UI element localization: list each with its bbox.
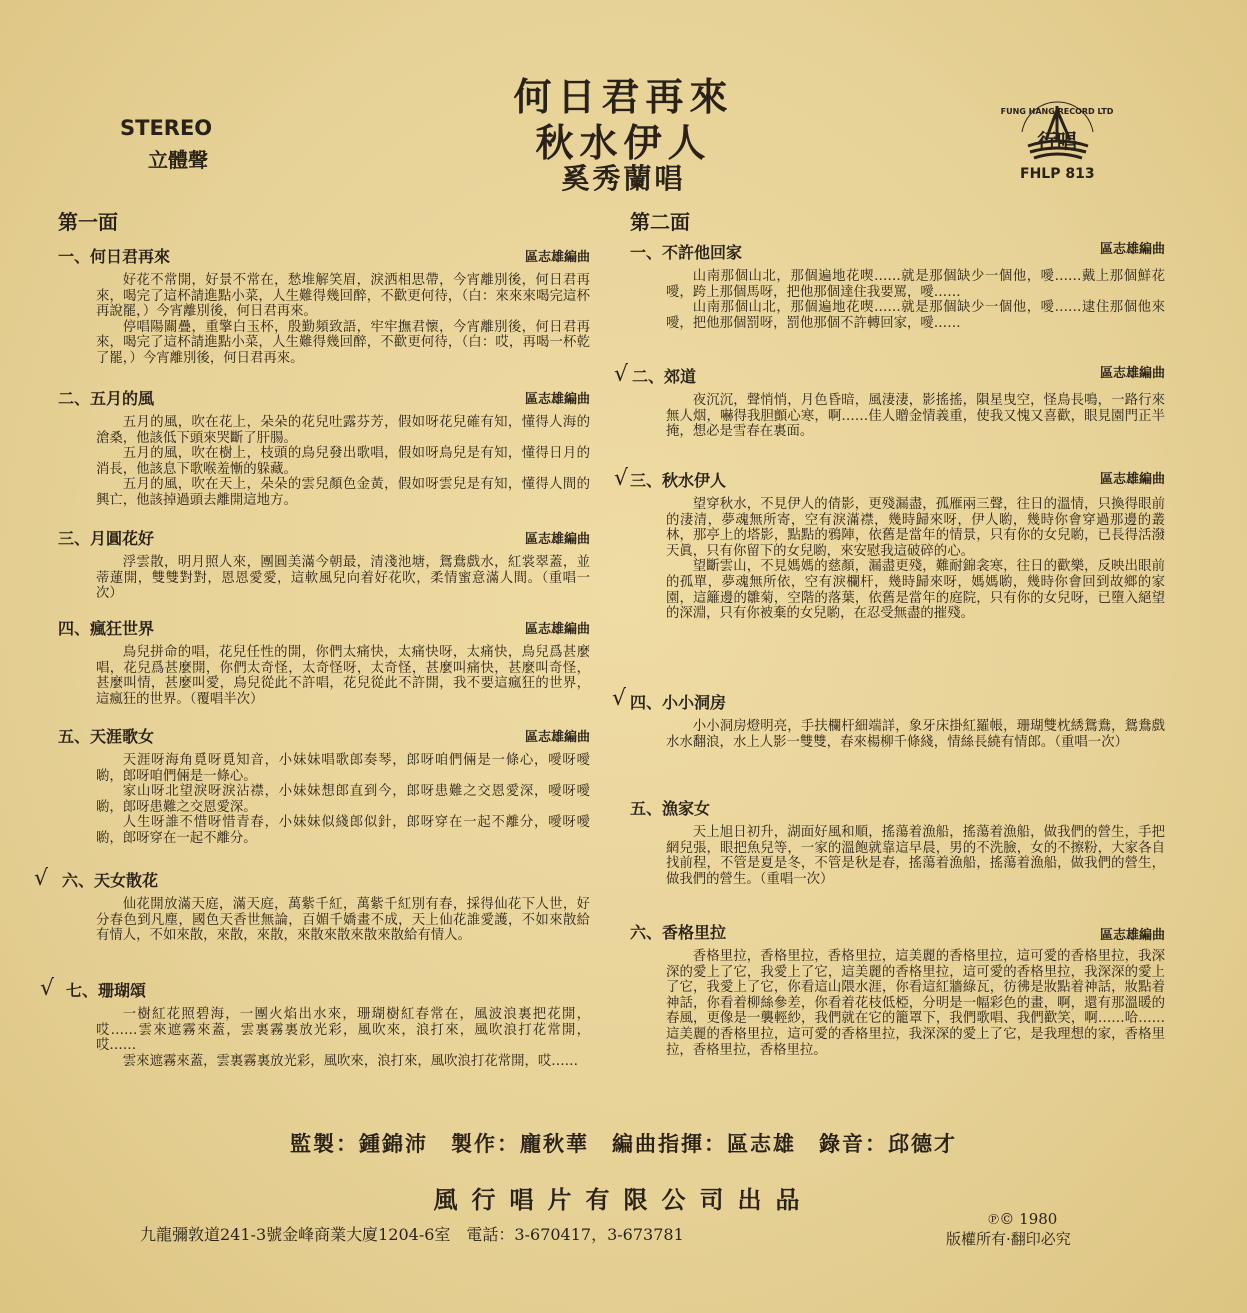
production-credits: 監製：鍾錦沛 製作：龐秋華 編曲指揮：區志雄 錄音：邱德才 <box>290 1132 957 1156</box>
song-block <box>58 386 590 509</box>
lyrics-paragraph: 家山呀北望淚呀淚沾襟，小妹妹想郎直到今，郎呀患難之交恩愛深，噯呀噯喲，郎呀患難之交恩愛深。 <box>96 784 590 815</box>
lyrics-paragraph: 五月的風，吹在花上，朵朵的花兒吐露芬芳，假如呀花兒確有知，懂得人海的滄桑，他該低下頭來哭斷了肝腸。 <box>96 415 590 446</box>
album-title-2: 秋水伊人 <box>535 121 712 165</box>
song-title: 五、漁家女 <box>630 799 711 818</box>
song-title: 二、五月的風 <box>58 389 155 408</box>
song-title: 一、不許他回家 <box>630 243 743 262</box>
song-block <box>630 240 1165 331</box>
lyrics-paragraph: 鳥兒拼命的唱，花兒任性的開，你們太痛快，太痛快呀，太痛快，鳥兒爲甚麼唱，花兒爲甚麼開，你們太奇怪，太奇怪呀，太奇怪，甚麼叫痛快，甚麼叫奇怪，甚麼叫情，甚麼叫愛，鳥兒從此不許唱，花兒從此不許開，我不要這瘋狂的世界，這瘋狂的世界。（覆唱半次） <box>96 645 590 707</box>
record-label-logo <box>1000 92 1114 172</box>
arranger-credit: 區志雄編曲 <box>1099 472 1165 487</box>
stereo-label: STEREO <box>120 116 213 140</box>
song-block <box>630 920 1165 1058</box>
album-title-1: 何日君再來 <box>513 75 734 119</box>
catalog-number: FHLP 813 <box>1020 166 1095 182</box>
rights-notice: 版權所有·翻印必究 <box>946 1230 1071 1248</box>
arranger-credit: 區志雄編曲 <box>524 250 590 265</box>
lyrics-paragraph: 山南那個山北，那個遍地花喫……就是那個缺少一個他，噯……逮住那個他來噯，把他那個罰呀，罰他那個不許轉回家，噯…… <box>666 300 1165 331</box>
song-title: 三、秋水伊人 <box>630 471 727 490</box>
arranger-credit: 區志雄編曲 <box>524 392 590 407</box>
lyrics-paragraph: 人生呀誰不惜呀惜青春，小妹妹似綫郎似針，郎呀穿在一起不離分，噯呀噯喲，郎呀穿在一起不離分。 <box>96 815 590 846</box>
song-block <box>58 526 590 602</box>
lyrics-paragraph: 一樹紅花照碧海，一團火焰出水來，珊瑚樹紅春常在，風波浪裏把花開，哎……雲來遮霧來蓋，雲裏霧裏放光彩，風吹來，浪打來，風吹浪打花常開，哎…… <box>96 1007 590 1054</box>
arranger-credit: 區志雄編曲 <box>524 532 590 547</box>
song-title: 七、珊瑚頌 <box>66 981 147 1000</box>
company-address: 九龍彌敦道241-3號金峰商業大廈1204-6室 電話：3-670417，3-673781 <box>140 1225 684 1244</box>
lyrics-paragraph: 五月的風，吹在樹上，枝頭的鳥兒發出歌唱，假如呀鳥兒是有知，懂得日月的消長，他該息下歌喉羞慚的躲藏。 <box>96 446 590 477</box>
song-block <box>62 868 590 944</box>
lyrics-paragraph: 天涯呀海角覓呀覓知音，小妹妹唱歌郎奏琴，郎呀咱們倆是一條心，噯呀噯喲，郎呀咱們倆是一條心。 <box>96 753 590 784</box>
lyrics-paragraph: 小小洞房燈明亮，手扶欄杆細端詳，象牙床掛紅羅帳，珊瑚雙枕綉鴛鴦，鴛鴦戲水水翻浪，水上人影一雙雙，春來楊柳千條綫，情絲長繞有情郎。（重唱一次） <box>666 719 1165 750</box>
company-name: 風行唱片有限公司出品 <box>433 1186 814 1214</box>
song-block <box>632 364 1165 440</box>
song-title: 四、瘋狂世界 <box>58 619 155 638</box>
side-one-heading: 第一面 <box>58 210 118 234</box>
arranger-credit: 區志雄編曲 <box>1099 928 1165 943</box>
song-block <box>58 616 590 707</box>
song-title: 一、何日君再來 <box>58 247 171 266</box>
artist-name: 奚秀蘭唱 <box>561 162 686 195</box>
lyrics-paragraph: 夜沉沉，聲悄悄，月色昏暗，風淒淒，影搖搖，隕星曳空，怪鳥長鳴，一路行來無人烟，嚇得我胆顫心寒，啊……佳人贈金情義重，使我又愧又喜歡，眼見園門正半掩，想必是雪春在裏面。 <box>666 393 1165 440</box>
song-title: 五、天涯歌女 <box>58 727 155 746</box>
lyrics-paragraph: 仙花開放滿天庭，滿天庭，萬紫千紅，萬紫千紅別有春，採得仙花下人世，好分春色到凡塵，國色天香世無論，百媚千嬌畫不成，天上仙花誰愛護，不如來散給有情人，不如來散，來散，來散，來散來散來散來散給有情人。 <box>96 897 590 944</box>
song-title: 三、月圓花好 <box>58 529 155 548</box>
logo-text: 行唱 <box>1037 129 1077 153</box>
song-title: 六、天女散花 <box>62 871 159 890</box>
lyrics-paragraph: 好花不常開，好景不常在，愁堆解笑眉，淚洒相思帶，今宵離別後，何日君再來，喝完了這杯請進點小菜，人生難得幾回醉，不歡更何待，（白：來來來喝完這杯再說罷，）今宵離別後，何日君再來。 <box>96 273 590 320</box>
lyrics-paragraph: 望斷雲山，不見媽媽的慈顏，漏盡更殘，難耐錦衾寒，往日的歡樂，反映出眼前的孤單，夢魂無所依，空有淚欄杆，幾時歸來呀，媽媽喲，幾時你會回到故鄉的家園，這籬邊的雛菊，空階的落葉，依舊是當年的庭院，只有你的女兒呀，已墮入絕望的深淵，只有你被棄的女兒喲，在忍受無盡的摧殘。 <box>666 559 1165 622</box>
lyrics-paragraph: 望穿秋水，不見伊人的倩影，更殘漏盡，孤雁兩三聲，往日的溫情，只換得眼前的淒清，夢魂無所寄，空有淚滿襟，幾時歸來呀，伊人喲，幾時你會穿過那邊的叢林，那亭上的塔影，點點的鴉陣，依舊是當年的情景，只有你的女兒喲，已長得活潑天眞，只有你留下的女兒喲，來安慰我這破碎的心。 <box>666 497 1165 559</box>
song-block <box>630 468 1165 622</box>
lyrics-paragraph: 山南那個山北，那個遍地花喫……就是那個缺少一個他，噯……戴上那個鮮花噯，跨上那個馬呀，把他那個達住我要罵，噯…… <box>666 269 1165 300</box>
checkmark: √ <box>614 362 629 387</box>
stereo-label-chinese: 立體聲 <box>148 148 208 172</box>
lyrics-paragraph: 五月的風，吹在天上，朵朵的雲兒顏色金黃，假如呀雲兒是有知，懂得人間的興亡，他該掉過頭去離開這地方。 <box>96 477 590 508</box>
arranger-credit: 區志雄編曲 <box>524 622 590 637</box>
checkmark: √ <box>34 866 49 891</box>
checkmark: √ <box>40 976 55 1001</box>
song-title: 二、郊道 <box>632 367 697 386</box>
logo-arc-text: FUNG HANG RECORD LTD <box>1000 107 1114 116</box>
lyrics-paragraph: 香格里拉，香格里拉，香格里拉，這美麗的香格里拉，這可愛的香格里拉，我深深的愛上了它，我愛上了它，這美麗的香格里拉，這可愛的香格里拉，我深深的愛上了它，我愛上了它，你看這山隈水涯，你看這紅牆綠瓦，彷彿是妝點着神話，妝點着神話，你看着柳絲參差，你看着花枝低椏，分明是一幅彩色的畫，啊，還有那溫暖的春風，更像是一襲輕紗，我們就在它的籠罩下，我們歌唱、我們歡笑，啊……哈……這美麗的香格里拉，這可愛的香格里拉，我深深的愛上了它，是我理想的家，香格里拉，香格里拉，香格里拉。 <box>666 949 1165 1058</box>
song-title: 六、香格里拉 <box>630 923 727 942</box>
lyrics-paragraph: 雲來遮霧來蓋，雲裏霧裏放光彩，風吹來，浪打來，風吹浪打花常開，哎…… <box>122 1053 579 1069</box>
song-block <box>630 796 1165 887</box>
side-two-heading: 第二面 <box>630 210 690 234</box>
checkmark: √ <box>614 466 629 491</box>
song-block <box>58 244 590 367</box>
arranger-credit: 區志雄編曲 <box>1099 366 1165 381</box>
song-block <box>58 724 590 847</box>
checkmark: √ <box>612 686 627 711</box>
copyright-year: ℗© 1980 <box>988 1210 1058 1228</box>
song-block <box>66 978 590 1069</box>
song-block <box>630 690 1165 750</box>
lyrics-paragraph: 停唱陽關疊，重擎白玉杯，殷勤頻致語，牢牢撫君懷，今宵離別後，何日君再來，喝完了這杯請進點小菜，人生難得幾回醉，不歡更何待，（白：哎，再喝一杯乾了罷，）今宵離別後，何日君再來。 <box>96 319 590 366</box>
lyrics-paragraph: 浮雲散，明月照人來，團圓美滿今朝最，清淺池塘，鴛鴦戲水，紅裳翠蓋，並蒂蓮開，雙雙對對，恩恩愛愛，這軟風兒向着好花吹，柔情蜜意滿人間。（重唱一次） <box>96 555 590 602</box>
arranger-credit: 區志雄編曲 <box>1099 242 1165 257</box>
arranger-credit: 區志雄編曲 <box>524 730 590 745</box>
song-title: 四、小小洞房 <box>630 693 727 712</box>
lyrics-paragraph: 天上旭日初升，湖面好風和順，搖蕩着漁船，搖蕩着漁船，做我們的營生，手把網兒張，眼把魚兒等，一家的溫飽就靠這早晨，男的不洗臉，女的不擦粉，大家各自找前程，不管是夏是冬，不管是秋是春，搖蕩着漁船，搖蕩着漁船，做我們的營生，做我們的營生。（重唱一次） <box>666 825 1165 887</box>
